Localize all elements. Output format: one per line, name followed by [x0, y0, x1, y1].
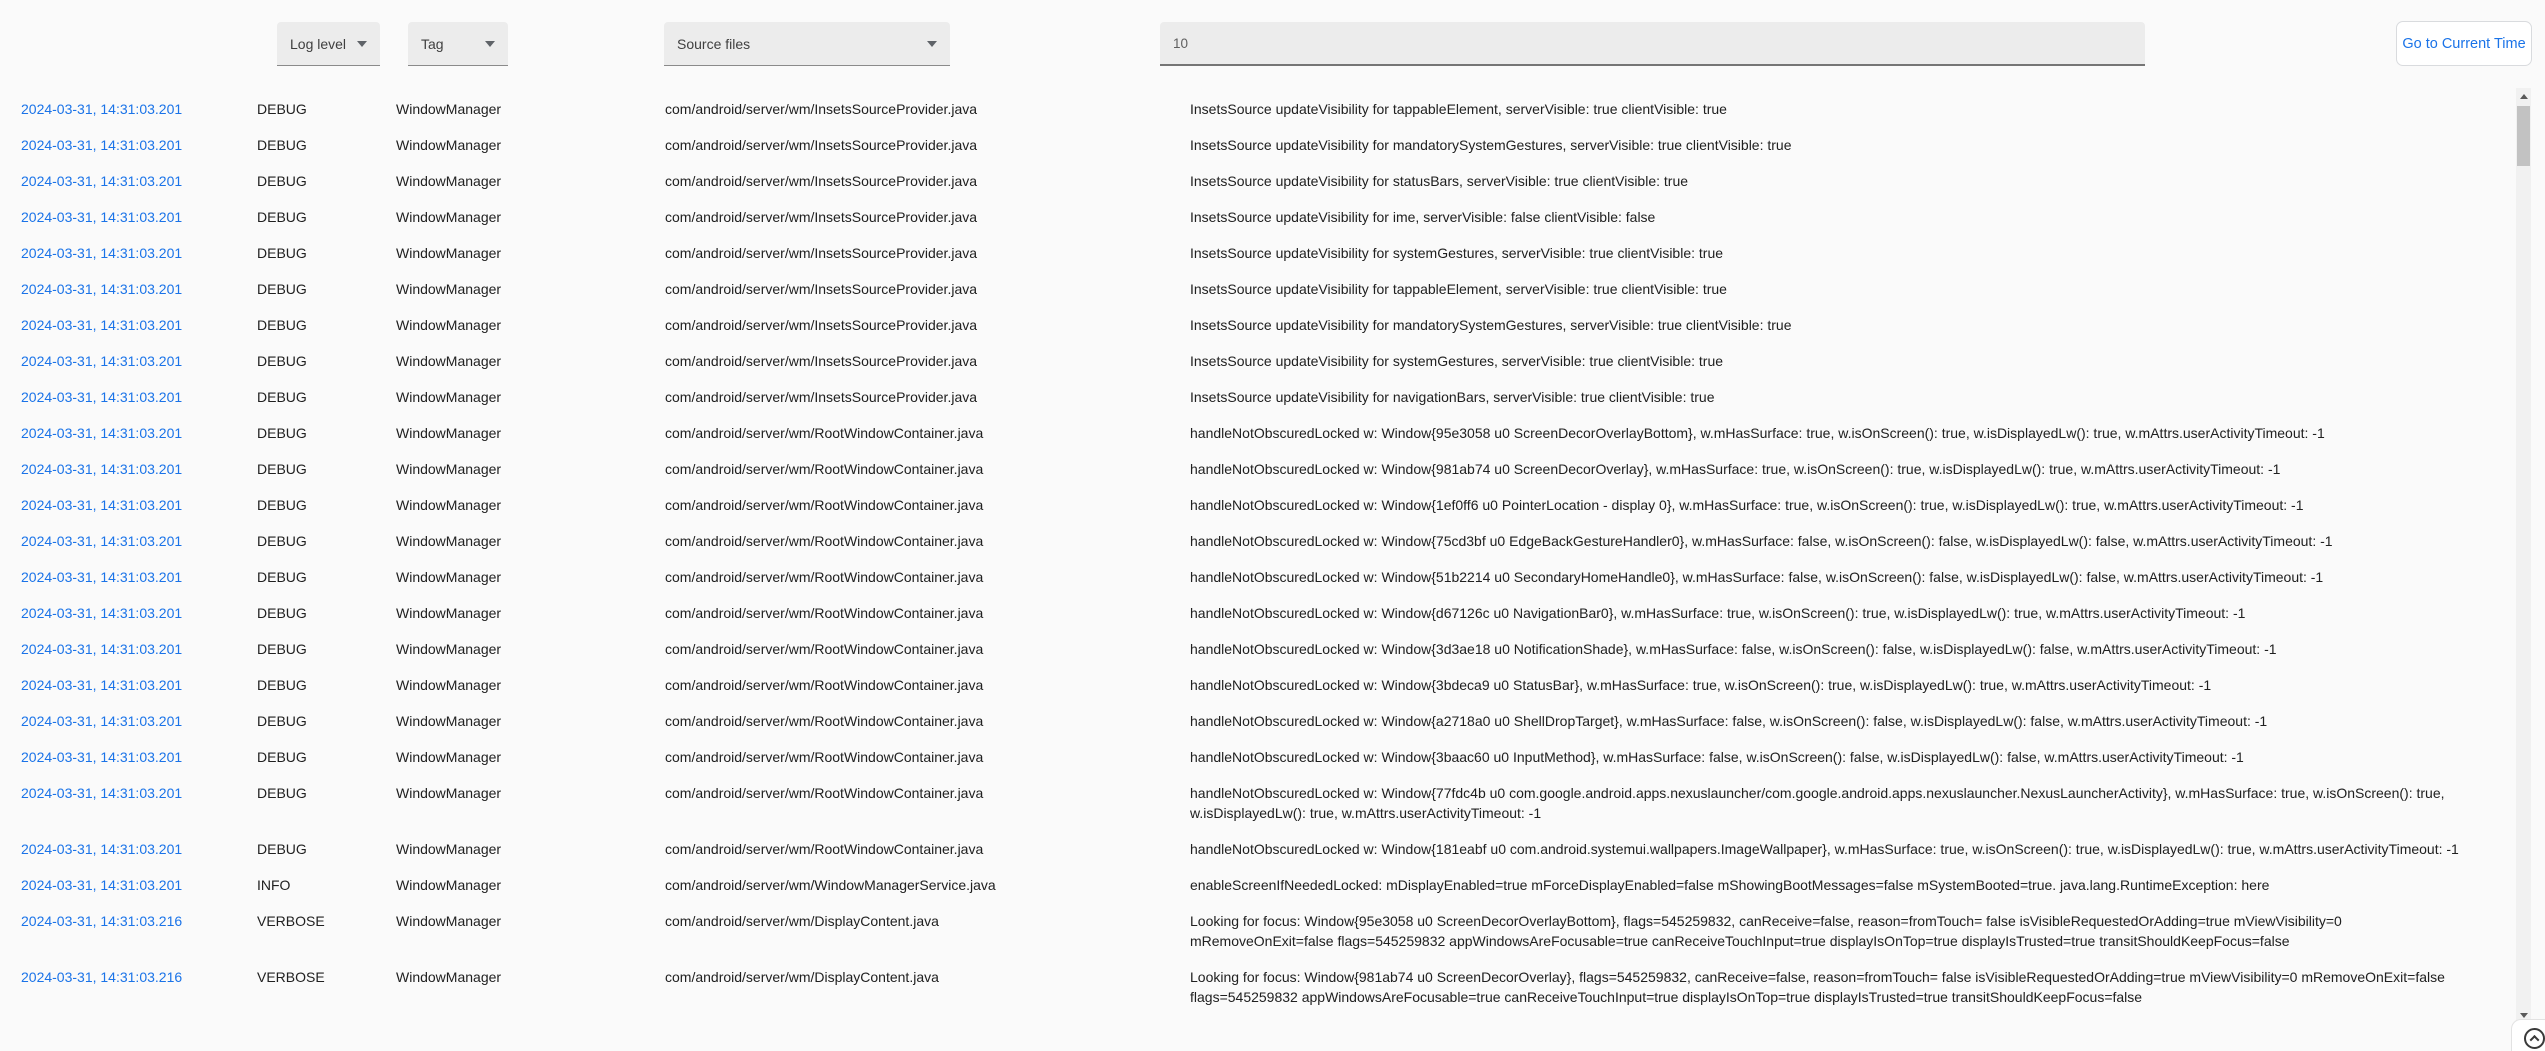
message-cell: InsetsSource updateVisibility for statusBars, serverVisible: true clientVisible: true	[1190, 173, 1689, 189]
log-level-cell: DEBUG	[257, 677, 307, 693]
source-file-cell: com/android/server/wm/InsetsSourceProvider.java	[665, 173, 978, 189]
vertical-scrollbar[interactable]	[2516, 88, 2531, 1051]
source-file-cell: com/android/server/wm/InsetsSourceProvider.java	[665, 137, 978, 153]
tag-cell: WindowManager	[396, 461, 502, 477]
log-row[interactable]	[0, 559, 2531, 595]
timestamp-link[interactable]: 2024-03-31, 14:31:03.201	[21, 353, 183, 369]
source-file-cell: com/android/server/wm/RootWindowContainer.java	[665, 533, 984, 549]
scroll-down-icon	[2520, 1013, 2528, 1018]
log-row[interactable]	[0, 163, 2531, 199]
message-cell: handleNotObscuredLocked w: Window{95e3058 u0 ScreenDecorOverlayBottom}, w.mHasSurface: true, w.isOnScreen(): true, w.isDisplayedLw(): true, w.mAttrs.userActivityTimeout: -1	[1190, 425, 2325, 441]
timestamp-link[interactable]: 2024-03-31, 14:31:03.201	[21, 317, 183, 333]
source-file-cell: com/android/server/wm/RootWindowContainer.java	[665, 425, 984, 441]
tag-cell: WindowManager	[396, 317, 502, 333]
tag-cell: WindowManager	[396, 353, 502, 369]
message-cell: handleNotObscuredLocked w: Window{1ef0ff6 u0 PointerLocation - display 0}, w.mHasSurface: true, w.isOnScreen(): true, w.isDisplayedLw(): true, w.mAttrs.userActivityTimeout: -1	[1190, 497, 2304, 513]
log-level-cell: DEBUG	[257, 425, 307, 441]
go-to-current-time-button[interactable]: Go to Current Time	[2396, 21, 2532, 66]
chevron-up-icon	[2530, 1035, 2540, 1045]
log-row[interactable]	[0, 271, 2531, 307]
message-cell: handleNotObscuredLocked w: Window{981ab74 u0 ScreenDecorOverlay}, w.mHasSurface: true, w.isOnScreen(): true, w.isDisplayedLw(): true, w.mAttrs.userActivityTimeout: -1	[1190, 461, 2281, 477]
message-cell: InsetsSource updateVisibility for systemGestures, serverVisible: true clientVisible: true	[1190, 353, 1724, 369]
log-row[interactable]	[0, 595, 2531, 631]
timestamp-link[interactable]: 2024-03-31, 14:31:03.201	[21, 677, 183, 693]
log-level-cell: DEBUG	[257, 533, 307, 549]
tag-cell: WindowManager	[396, 605, 502, 621]
source-file-cell: com/android/server/wm/RootWindowContainer.java	[665, 605, 984, 621]
chevron-down-icon	[357, 41, 367, 47]
source-file-cell: com/android/server/wm/InsetsSourceProvider.java	[665, 317, 978, 333]
timestamp-link[interactable]: 2024-03-31, 14:31:03.201	[21, 877, 183, 893]
source-file-cell: com/android/server/wm/RootWindowContainer.java	[665, 569, 984, 585]
log-level-cell: DEBUG	[257, 173, 307, 189]
log-row[interactable]	[0, 307, 2531, 343]
log-row[interactable]	[0, 703, 2531, 739]
timestamp-link[interactable]: 2024-03-31, 14:31:03.216	[21, 913, 183, 929]
tag-cell: WindowManager	[396, 245, 502, 261]
timestamp-link[interactable]: 2024-03-31, 14:31:03.201	[21, 461, 183, 477]
log-row[interactable]	[0, 959, 2531, 1015]
message-cell: InsetsSource updateVisibility for mandatorySystemGestures, serverVisible: true clientVisible: true	[1190, 317, 1792, 333]
source-files-select[interactable]	[664, 22, 950, 66]
timestamp-link[interactable]: 2024-03-31, 14:31:03.201	[21, 281, 183, 297]
log-level-cell: DEBUG	[257, 389, 307, 405]
log-level-cell: DEBUG	[257, 209, 307, 225]
log-level-cell: DEBUG	[257, 245, 307, 261]
log-level-cell: DEBUG	[257, 461, 307, 477]
log-row[interactable]	[0, 867, 2531, 903]
log-row[interactable]	[0, 343, 2531, 379]
log-level-cell: INFO	[257, 877, 291, 893]
timestamp-link[interactable]: 2024-03-31, 14:31:03.201	[21, 569, 183, 585]
log-level-cell: DEBUG	[257, 497, 307, 513]
timestamp-link[interactable]: 2024-03-31, 14:31:03.216	[21, 969, 183, 985]
log-row[interactable]	[0, 451, 2531, 487]
tag-cell: WindowManager	[396, 749, 502, 765]
log-row[interactable]	[0, 235, 2531, 271]
log-level-cell: DEBUG	[257, 641, 307, 657]
tag-cell: WindowManager	[396, 641, 502, 657]
source-file-cell: com/android/server/wm/InsetsSourceProvider.java	[665, 245, 978, 261]
timestamp-link[interactable]: 2024-03-31, 14:31:03.201	[21, 605, 183, 621]
message-cell: handleNotObscuredLocked w: Window{181eabf u0 com.android.systemui.wallpapers.ImageWallpaper}, w.mHasSurface: true, w.isOnScreen(): true, w.isDisplayedLw(): true, w.mAttrs.userActivityTimeout: -1	[1190, 841, 2459, 857]
message-cell: handleNotObscuredLocked w: Window{d67126c u0 NavigationBar0}, w.mHasSurface: true, w.isOnScreen(): true, w.isDisplayedLw(): true, w.mAttrs.userActivityTimeout: -1	[1190, 605, 2246, 621]
timestamp-link[interactable]: 2024-03-31, 14:31:03.201	[21, 389, 183, 405]
message-cell: InsetsSource updateVisibility for navigationBars, serverVisible: true clientVisible: true	[1190, 389, 1715, 405]
log-row[interactable]	[0, 379, 2531, 415]
tag-cell: WindowManager	[396, 913, 502, 929]
timestamp-link[interactable]: 2024-03-31, 14:31:03.201	[21, 101, 183, 117]
timestamp-link[interactable]: 2024-03-31, 14:31:03.201	[21, 641, 183, 657]
timestamp-link[interactable]: 2024-03-31, 14:31:03.201	[21, 533, 183, 549]
tag-cell: WindowManager	[396, 969, 502, 985]
message-cell: handleNotObscuredLocked w: Window{3d3ae18 u0 NotificationShade}, w.mHasSurface: false, w.isOnScreen(): false, w.isDisplayedLw(): false, w.mAttrs.userActivityTimeout: -1	[1190, 641, 2277, 657]
scroll-to-top-button[interactable]	[2524, 1028, 2545, 1049]
timestamp-link[interactable]: 2024-03-31, 14:31:03.201	[21, 425, 183, 441]
log-level-cell: DEBUG	[257, 841, 307, 857]
log-row[interactable]	[0, 631, 2531, 667]
log-level-cell: DEBUG	[257, 101, 307, 117]
timestamp-link[interactable]: 2024-03-31, 14:31:03.201	[21, 785, 183, 801]
source-files-select-label: Source files	[677, 35, 751, 52]
source-file-cell: com/android/server/wm/RootWindowContainer.java	[665, 641, 984, 657]
log-level-select[interactable]	[277, 22, 380, 66]
source-file-cell: com/android/server/wm/InsetsSourceProvider.java	[665, 353, 978, 369]
message-cell: InsetsSource updateVisibility for ime, serverVisible: false clientVisible: false	[1190, 209, 1656, 225]
message-cell: handleNotObscuredLocked w: Window{75cd3bf u0 EdgeBackGestureHandler0}, w.mHasSurface: false, w.isOnScreen(): false, w.isDisplayedLw(): false, w.mAttrs.userActivityTimeout: -1	[1190, 533, 2333, 549]
source-file-cell: com/android/server/wm/InsetsSourceProvider.java	[665, 101, 978, 117]
scroll-up-button[interactable]	[2516, 89, 2531, 104]
source-file-cell: com/android/server/wm/DisplayContent.java	[665, 913, 939, 929]
log-level-cell: DEBUG	[257, 713, 307, 729]
tag-cell: WindowManager	[396, 677, 502, 693]
log-row[interactable]	[0, 91, 2531, 127]
source-file-cell: com/android/server/wm/RootWindowContainer.java	[665, 841, 984, 857]
message-cell: enableScreenIfNeededLocked: mDisplayEnabled=true mForceDisplayEnabled=false mShowingBootMessages=false mSystemBooted=true. java.lang.RuntimeException: here	[1190, 877, 2270, 893]
message-cell: InsetsSource updateVisibility for mandatorySystemGestures, serverVisible: true clientVisible: true	[1190, 137, 1792, 153]
log-row[interactable]	[0, 903, 2531, 959]
message-cell: Looking for focus: Window{981ab74 u0 ScreenDecorOverlay}, flags=545259832, canReceive=false, reason=fromTouch= false isVisibleRequestedOrAdding=true mViewVisibility=0 mRemoveOnExit=false flags=545259832 appWindowsAreFocusable=true canReceiveTouchInput=true displayIsOnTop=true displayIsTrusted=true transitShouldKeepFocus=false	[1190, 969, 2445, 1005]
tag-cell: WindowManager	[396, 209, 502, 225]
source-file-cell: com/android/server/wm/InsetsSourceProvider.java	[665, 209, 978, 225]
timestamp-link[interactable]: 2024-03-31, 14:31:03.201	[21, 137, 183, 153]
source-file-cell: com/android/server/wm/RootWindowContainer.java	[665, 749, 984, 765]
message-cell: handleNotObscuredLocked w: Window{3bdeca9 u0 StatusBar}, w.mHasSurface: true, w.isOnScreen(): true, w.isDisplayedLw(): true, w.mAttrs.userActivityTimeout: -1	[1190, 677, 2212, 693]
tag-cell: WindowManager	[396, 533, 502, 549]
log-row[interactable]	[0, 487, 2531, 523]
log-level-cell: VERBOSE	[257, 969, 325, 985]
timestamp-link[interactable]: 2024-03-31, 14:31:03.201	[21, 713, 183, 729]
log-level-cell: DEBUG	[257, 137, 307, 153]
source-file-cell: com/android/server/wm/RootWindowContainer.java	[665, 461, 984, 477]
scroll-to-top-card	[2511, 1019, 2545, 1051]
chevron-down-icon	[485, 41, 495, 47]
log-row[interactable]	[0, 523, 2531, 559]
message-cell: InsetsSource updateVisibility for systemGestures, serverVisible: true clientVisible: true	[1190, 245, 1724, 261]
tag-cell: WindowManager	[396, 877, 502, 893]
log-row[interactable]	[0, 415, 2531, 451]
tag-cell: WindowManager	[396, 497, 502, 513]
log-level-cell: DEBUG	[257, 785, 307, 801]
log-row[interactable]	[0, 667, 2531, 703]
tag-select[interactable]	[408, 22, 508, 66]
tag-select-label: Tag	[421, 35, 444, 52]
message-cell: handleNotObscuredLocked w: Window{a2718a0 u0 ShellDropTarget}, w.mHasSurface: false, w.isOnScreen(): false, w.isDisplayedLw(): false, w.mAttrs.userActivityTimeout: -1	[1190, 713, 2268, 729]
source-file-cell: com/android/server/wm/RootWindowContainer.java	[665, 677, 984, 693]
scrollbar-thumb[interactable]	[2517, 106, 2530, 166]
message-cell: handleNotObscuredLocked w: Window{77fdc4b u0 com.google.android.apps.nexuslauncher/com.google.android.apps.nexuslauncher.NexusLauncherActivity}, w.mHasSurface: true, w.isOnScreen(): true, w.isDisplayedLw(): true, w.mAttrs.userActivityTimeout: -1	[1190, 785, 2445, 821]
tag-cell: WindowManager	[396, 281, 502, 297]
log-level-select-label: Log level	[290, 35, 347, 52]
timestamp-link[interactable]: 2024-03-31, 14:31:03.201	[21, 497, 183, 513]
message-cell: InsetsSource updateVisibility for tappableElement, serverVisible: true clientVisible: true	[1190, 281, 1727, 297]
log-row[interactable]	[0, 199, 2531, 235]
log-level-cell: DEBUG	[257, 353, 307, 369]
log-row[interactable]	[0, 127, 2531, 163]
timestamp-link[interactable]: 2024-03-31, 14:31:03.201	[21, 841, 183, 857]
timestamp-link[interactable]: 2024-03-31, 14:31:03.201	[21, 173, 183, 189]
message-cell: InsetsSource updateVisibility for tappableElement, serverVisible: true clientVisible: true	[1190, 101, 1727, 117]
source-file-cell: com/android/server/wm/RootWindowContainer.java	[665, 785, 984, 801]
tag-cell: WindowManager	[396, 425, 502, 441]
source-file-cell: com/android/server/wm/RootWindowContainer.java	[665, 497, 984, 513]
timestamp-link[interactable]: 2024-03-31, 14:31:03.201	[21, 209, 183, 225]
tag-cell: WindowManager	[396, 785, 502, 801]
message-cell: handleNotObscuredLocked w: Window{3baac60 u0 InputMethod}, w.mHasSurface: false, w.isOnScreen(): false, w.isDisplayedLw(): false, w.mAttrs.userActivityTimeout: -1	[1190, 749, 2244, 765]
log-level-cell: DEBUG	[257, 605, 307, 621]
source-file-cell: com/android/server/wm/InsetsSourceProvider.java	[665, 389, 978, 405]
source-file-cell: com/android/server/wm/RootWindowContainer.java	[665, 713, 984, 729]
filter-bar	[0, 0, 2545, 91]
tag-cell: WindowManager	[396, 713, 502, 729]
log-table	[0, 91, 2531, 1015]
log-row[interactable]	[0, 831, 2531, 867]
log-level-cell: DEBUG	[257, 317, 307, 333]
message-cell: handleNotObscuredLocked w: Window{51b2214 u0 SecondaryHomeHandle0}, w.mHasSurface: false, w.isOnScreen(): false, w.isDisplayedLw(): false, w.mAttrs.userActivityTimeout: -1	[1190, 569, 2324, 585]
tag-cell: WindowManager	[396, 101, 502, 117]
log-level-cell: VERBOSE	[257, 913, 325, 929]
chevron-down-icon	[927, 41, 937, 47]
scroll-up-icon	[2520, 94, 2528, 99]
tag-cell: WindowManager	[396, 137, 502, 153]
timestamp-link[interactable]: 2024-03-31, 14:31:03.201	[21, 749, 183, 765]
source-file-cell: com/android/server/wm/InsetsSourceProvider.java	[665, 281, 978, 297]
tag-cell: WindowManager	[396, 389, 502, 405]
log-level-cell: DEBUG	[257, 749, 307, 765]
tag-cell: WindowManager	[396, 569, 502, 585]
source-file-cell: com/android/server/wm/DisplayContent.java	[665, 969, 939, 985]
filter-input[interactable]	[1160, 22, 2145, 66]
log-row[interactable]	[0, 739, 2531, 775]
log-level-cell: DEBUG	[257, 569, 307, 585]
log-row[interactable]	[0, 775, 2531, 831]
source-file-cell: com/android/server/wm/WindowManagerService.java	[665, 877, 996, 893]
log-level-cell: DEBUG	[257, 281, 307, 297]
tag-cell: WindowManager	[396, 173, 502, 189]
timestamp-link[interactable]: 2024-03-31, 14:31:03.201	[21, 245, 183, 261]
tag-cell: WindowManager	[396, 841, 502, 857]
message-cell: Looking for focus: Window{95e3058 u0 ScreenDecorOverlayBottom}, flags=545259832, canReceive=false, reason=fromTouch= false isVisibleRequestedOrAdding=true mViewVisibility=0 mRemoveOnExit=false flags=545259832 appWindowsAreFocusable=true canReceiveTouchInput=true displayIsOnTop=true displayIsTrusted=true transitShouldKeepFocus=false	[1190, 913, 2342, 949]
